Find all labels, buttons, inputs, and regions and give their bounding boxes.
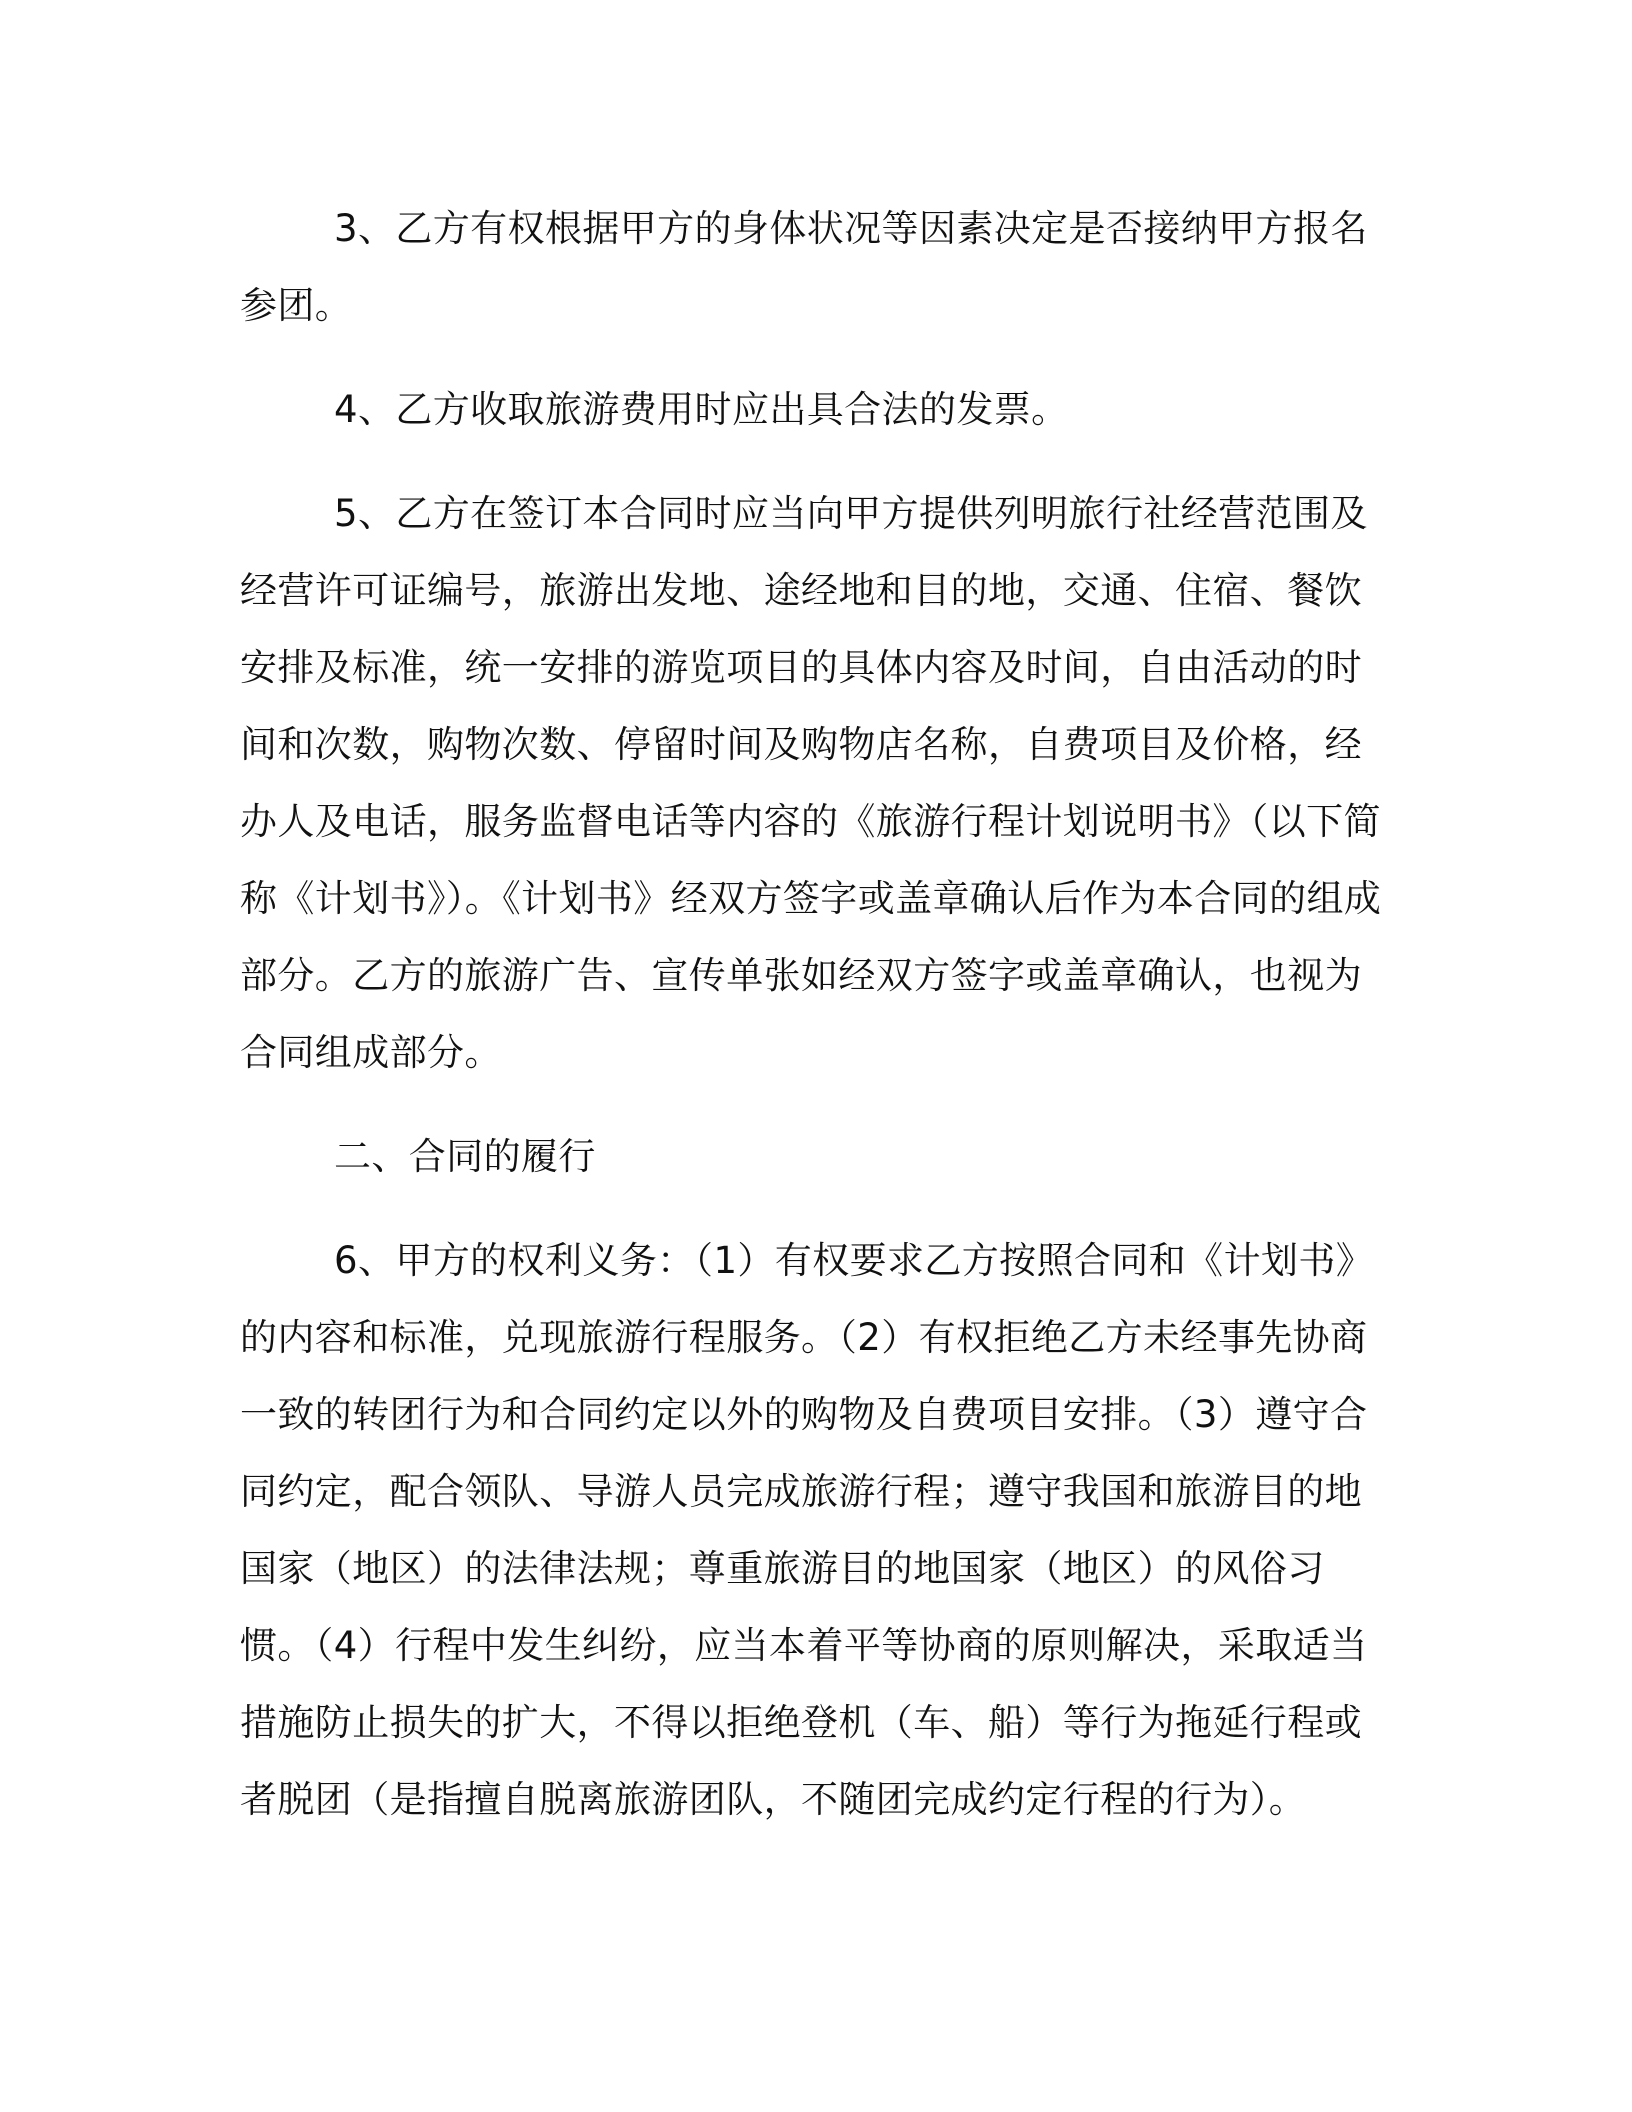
paragraph-spacer — [240, 344, 1390, 371]
section-heading-contract-performance: 二、合同的履行 — [334, 1135, 596, 1178]
paragraph-clause-6: 6、甲方的权利义务：（1）有权要求乙方按照合同和《计划书》的内容和标准，兑现旅游行程服务。（2）有权拒绝乙方未经事先协商一致的转团行为和合同约定以外的购物及自费项目安排。（3）遵守合同约定，配合领队、导游人员完成旅游行程；遵守我国和旅游目的地国家（地区）的法律法规；尊重旅游目的地国家（地区）的风俗习惯。（4）行程中发生纠纷，应当本着平等协商的原则解决，采取适当措施防止损失的扩大，不得以拒绝登机（车、船）等行为拖延行程或者脱团（是指擅自脱离旅游团队，不随团完成约定行程的行为）。 — [240, 1239, 1374, 1821]
paragraph-spacer — [240, 1091, 1390, 1118]
paragraph-clause-5: 5、乙方在签订本合同时应当向甲方提供列明旅行社经营范围及经营许可证编号，旅游出发地、途经地和目的地，交通、住宿、餐饮安排及标准，统一安排的游览项目的具体内容及时间，自由活动的时间和次数，购物次数、停留时间及购物店名称，自费项目及价格，经办人及电话，服务监督电话等内容的《旅游行程计划说明书》（以下简称《计划书》）。《计划书》经双方签字或盖章确认后作为本合同的组成部分。乙方的旅游广告、宣传单张如经双方签字或盖章确认，也视为合同组成部分。 — [240, 492, 1382, 1074]
paragraph-spacer — [240, 1195, 1390, 1222]
document-page — [240, 190, 1390, 1838]
paragraph-clause-3: 3、乙方有权根据甲方的身体状况等因素决定是否接纳甲方报名参团。 — [240, 207, 1368, 327]
paragraph-spacer — [240, 448, 1390, 475]
paragraph-clause-4: 4、乙方收取旅游费用时应出具合法的发票。 — [334, 388, 1069, 431]
